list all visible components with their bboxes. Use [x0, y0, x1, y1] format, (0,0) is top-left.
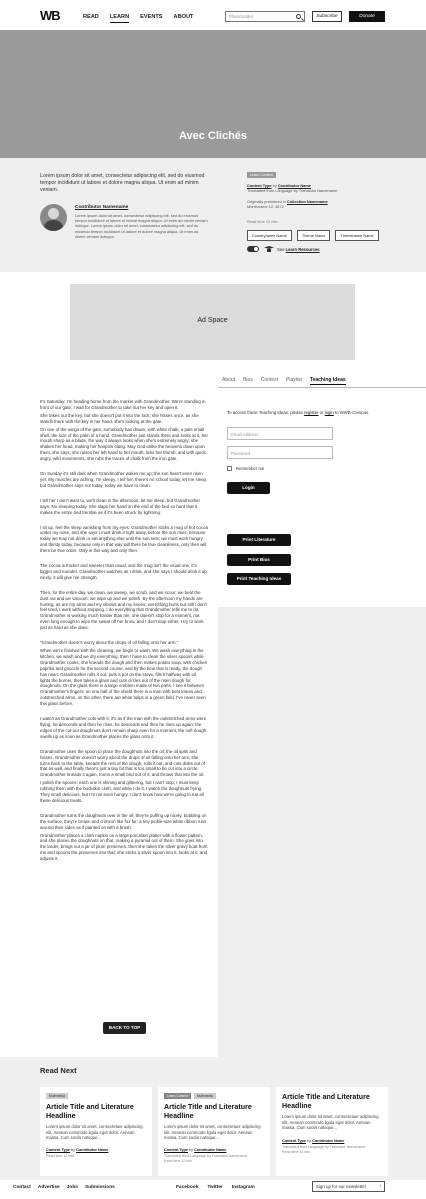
article-paragraph: She takes out the key, but she doesn't put it into the lock; she hisses once, as she stands there with the key in her hand, she's looking at the gate. [40, 412, 199, 424]
nav-about[interactable]: ABOUT [173, 14, 194, 20]
access-post: to WWB-Campus. [334, 410, 370, 415]
pill-themename[interactable]: Themename Name [335, 230, 378, 241]
read-time: Read time 12 min. [247, 219, 279, 224]
translated-from-text: Translated from [247, 188, 275, 194]
page-title: Avec Clichés [178, 130, 248, 142]
card-read-time: Read time 12 min. [46, 1154, 76, 1158]
access-pre: To access these Teaching Ideas, please [227, 410, 303, 415]
footer-instagram-link[interactable]: Instagram [231, 1185, 255, 1190]
read-next-card[interactable] [158, 1087, 270, 1176]
footer-twitter-link[interactable]: Twitter [207, 1185, 223, 1190]
or-text: or [319, 410, 324, 415]
topic-pills [247, 230, 379, 241]
footer-advertise-link[interactable]: Advertise [37, 1185, 60, 1190]
card-read-time: Read time 12 min. [164, 1159, 194, 1163]
tab-teaching-ideas[interactable]: Teaching Ideas [309, 377, 346, 383]
card-title[interactable]: Article Title and Literature Headline [282, 1093, 370, 1110]
learn-resources-label [277, 247, 320, 252]
read-next-card[interactable] [276, 1087, 388, 1176]
contributor-link[interactable]: Contributor Name [277, 183, 311, 188]
article-paragraph: Grandmother turns the doughnuts over in the oil; they're puffing up nicely, bubbling on the surface, they're brown and crimson like fox fur; a tiny pinkie-size white ribbon runs around their sides as if painted on with a brush. [40, 812, 207, 830]
card-by: by [71, 1148, 76, 1152]
card-tag: Learn Content [164, 1093, 191, 1099]
card-by: by [189, 1148, 194, 1152]
article-paragraph: The cocoa is thicker and sweeter than usual, and the mug isn't the usual one, it's bigger and rounder. Grandmother watches as I drink, and she says I should drink it up nicely, it will give me strength. [40, 563, 207, 580]
card-contributor[interactable]: Contributor Name [194, 1148, 227, 1152]
login-button[interactable]: Login [227, 482, 270, 494]
footer-contact-link[interactable]: Contact [13, 1185, 31, 1190]
footer-social-links [176, 1185, 255, 1190]
subscribe-button[interactable]: Subscribe [312, 11, 342, 22]
login-link[interactable]: login [324, 410, 334, 415]
card-excerpt: Lorem ipsum dolor sit amet, consectetuer adipiscing elit. Aenean commodo ligula eget dolor. Aenean massa. Cum sociis natoque... [164, 1124, 261, 1141]
arrow-right-icon[interactable]: › [379, 1183, 381, 1189]
article-paragraph: Grandmother uses the spoon to place the doughnuts into the oil; the oil spits and hisses. Grandmother doesn't worry about the drops of oil falling onto her arm; she turns back to the table, kneads the rest of the dough, rolls it out, and cuts disks out of that as well, and finally there's just a tiny bit that is too small to be cut into a circle. Grandmother kneads it again, forms a small bird out of it, and throws that into the oil. [40, 748, 205, 778]
card-excerpt: Lorem ipsum dolor sit amet, consectetuer adipiscing elit. Aenean commodo ligula eget dolor. Aenean massa. Cum sociis natoque... [46, 1124, 143, 1141]
card-title[interactable]: Article Title and Literature Headline [46, 1103, 134, 1120]
search-placeholder: Placeholder [229, 14, 254, 19]
collection-link[interactable]: Collection Namename [287, 199, 328, 204]
contributor-name-link[interactable]: Contributor Namename [75, 205, 129, 210]
tab-context[interactable]: Context [260, 377, 279, 383]
contributor-avatar [40, 204, 67, 231]
intro-lede: Lorem ipsum dolor sit amet, consectetur adipiscing elit, sed do eiusmod tempor incididunt ut labore et dolore magna aliqua. Ut enim ad minim veniam. [40, 173, 205, 193]
originally-text: Originally premiered in [247, 199, 286, 204]
premiere-date: Monthname 12, 1672 [247, 204, 284, 210]
newsletter-placeholder: Sign up for our newsletter [316, 1184, 367, 1189]
pill-theme[interactable]: Theme Name [297, 230, 331, 241]
main-nav [83, 14, 193, 23]
footer-facebook-link[interactable]: Facebook [176, 1185, 199, 1190]
card-contributor[interactable]: Contributor Name [76, 1148, 109, 1152]
card-tags [46, 1093, 68, 1099]
article-paragraph: I tell her I don't want to, we'll clean in the afternoon, let me sleep, but Grandmother says, No sleeping today. She slaps her hand on the end of the bed so hard that it makes the entire bed tremble as if it's been struck by lightning. [40, 497, 201, 515]
article-paragraph: I watch as Grandmother cuts with it; it's as if the man with the outstretched arms were flying, he descends and then he rises, he descends and then he rises up again; the edges of the cut-out doughnuts don't remain sharp even for a moment, the soft dough swells up as soon as Grandmother places the glass onto it. [40, 716, 207, 739]
article-body [40, 399, 208, 864]
nav-learn[interactable]: LEARN [110, 14, 129, 23]
see-text: See [277, 247, 285, 252]
footer-submissions-link[interactable]: Submissions [84, 1185, 115, 1190]
pill-country[interactable]: Countryname Name [247, 230, 292, 241]
contributor-bio: Lorem ipsum dolor sit amet, consectetur adipiscing elit, sed do eiusmod tempor incididunt ut labore et dolore magna aliqua. Ut enim ad minim veniam dolingor. Lorem ipsum dolor sit amet, consectetur adipiscing elit, sed do eiusmod tempor incididunt ut labore et dolore magna aliqua. Ut enim ad minim veniam dolingor. [75, 213, 208, 239]
card-meta [164, 1148, 226, 1153]
article-paragraph: Then, for the entire day, we clean, we sweep, we scrub, and we scour; we beat the dust out and we vacuum; we wipe up and we polish. By the afternoon my hands are hurting, as are my arms and my elbows and my knees; everything hurts but still I don't feel tired, I work without stopping. I do everything that Grandmother tells me to do. Grandmother is working much harder than me, she doesn't stop for a moment, not even long enough to wipe the sweat off her brow, and I don't stop either, I try to work just as hard as she does. [40, 589, 207, 631]
card-meta [46, 1148, 108, 1153]
card-content-type[interactable]: Content Type [282, 1139, 306, 1143]
premiere-meta [247, 199, 397, 210]
search-icon[interactable] [296, 14, 301, 19]
translator-text: Translator Namename [298, 188, 338, 194]
read-next-card[interactable] [40, 1087, 152, 1176]
card-translated: Translated from Language by Translator Namename [282, 1145, 366, 1149]
pull-quote: “Grandmother doesn't worry about the drops of oil falling onto her arm.” [40, 640, 179, 646]
tab-playlist[interactable]: Playlist [286, 377, 302, 383]
card-tag: Multimedia [46, 1093, 68, 1099]
newsletter-signup-input[interactable] [312, 1181, 385, 1192]
remember-checkbox[interactable] [227, 466, 232, 471]
card-content-type[interactable]: Content Type [164, 1148, 188, 1152]
footer-links-left [13, 1185, 115, 1190]
article-paragraph: When we're finished with the cleaning, we begin to wash. We wash everything in the kitchen, we wash and we dry everything, then I have to clean the silver spoons while Grandmother cooks; she kneads the dough and then makes potato soup, with chicken paprika and gnocchi for the second course, and by the time that is ready, the dough has risen. Grandmother rolls it out, puts a pot on the stove, fills it halfway with oil, lights the burner, then takes a glass and cuts circles out of the risen dough for doughnuts. On the glass there is a large emblem made of two parts, I see it between Grandmother's fingers; on one half of the shield there is a man with bent knees and outstretched arms, on the other, there are white tulips in a green field. I've never seen this glass before. [40, 648, 208, 707]
by-text: by [272, 183, 277, 188]
nav-events[interactable]: EVENTS [140, 14, 163, 20]
print-teaching-ideas-button[interactable]: Print Teaching Ideas [227, 573, 291, 585]
article-paragraph: I sit up, feel the sleep vanishing from my eyes. Grandmother sticks a mug of hot cocoa under my nose, and she says I must drink it right away, before the sun rises, because today we may not drink or eat anything else until the sun sets; we must work hungry and thirsty today, because only in that way will there be true cleanliness, only then will there be true order. Only in this way and only then. [40, 524, 208, 554]
graduation-cap-icon [264, 246, 274, 252]
footer-jobs-link[interactable]: Jobs [66, 1185, 78, 1190]
read-next-title: Read Next [40, 1066, 77, 1075]
article-paragraph: I polish the spoons; each one is shining and glittering, but I can't stop, I must keep rubbing them with the buckskin cloth, and while I do it, I watch the doughnuts frying. They smell delicious, but I'm not even hungry. I don't know how we're going to eat all these delicious treats. [40, 780, 204, 803]
site-logo[interactable]: WB [40, 8, 60, 23]
article-paragraph: On one of the wings of the gate, somebody has drawn, with white chalk, a pale small shell, the size of the palm of a hand. Grandmother just stands there and looks at it, her mouth sharp as a blade, the way it always looks when she's extremely angry; she shakes her head, making her hairpins clang. May God strike the heavens down upon them, she says; she raises her left hand to her mouth, licks her thumb, and with quick, angry, wild movements, she rubs the traces of chalk from the iron gate. [40, 426, 208, 462]
tab-bios[interactable]: Bios [243, 377, 253, 383]
nav-read[interactable]: READ [83, 14, 99, 20]
ad-space [70, 284, 355, 360]
sidebar-tabs [222, 377, 346, 385]
print-bios-button[interactable]: Print Bios [227, 554, 291, 566]
remember-label: Remember me [236, 466, 265, 471]
email-field[interactable]: Email Address [227, 427, 333, 440]
learn-resources-toggle[interactable] [247, 246, 259, 252]
ad-label: Ad Space [197, 317, 228, 324]
card-content-type[interactable]: Content Type [46, 1148, 70, 1152]
card-translated: Translated from Language by Translator Namename [164, 1154, 248, 1158]
article-paragraph: It's Saturday; I'm heading home from the market with Grandmother. We're standing in front of our gate. I wait for Grandmother to take out her key and open it. [40, 399, 206, 410]
card-excerpt: Lorem ipsum dolor sit amet, consectetuer adipiscing elit. Aenean commodo ligula eget dolor. Aenean massa. Cum sociis natoque... [282, 1114, 379, 1131]
article-paragraph: Grandmother places a cloth napkin on a large porcelain platter with a flower pattern, and she places the doughnuts on that, making a pyramid out of them. She goes into the larder, brings out a jar of plum preserves, then she takes the silver gravy boat from me and spoons the preserves into that; she sticks a silver spoon into it, looks at it, and adjusts it. [40, 832, 208, 862]
card-tag: Multimedia [194, 1093, 216, 1099]
tab-about[interactable]: About [222, 377, 236, 383]
article-paragraph: On Sunday it's still dark when Grandmother wakes me up; the sun hasn't even risen yet. My muscles are aching, I'm sleepy, I tell her, there's no school today, let me sleep, but Grandmother says not today, today we have to clean. [40, 471, 208, 488]
register-link[interactable]: register [304, 410, 319, 415]
card-meta [282, 1139, 344, 1144]
back-to-top-button[interactable]: BACK TO TOP [103, 1022, 146, 1034]
content-type-link[interactable]: Content Type [247, 183, 272, 188]
by-text-2: by [293, 188, 298, 194]
content-meta [247, 183, 397, 194]
card-tags [164, 1093, 216, 1099]
card-by: by [307, 1139, 312, 1143]
content-tag: Learn Content [247, 172, 276, 178]
language-text: Language [275, 188, 293, 194]
card-title[interactable]: Article Title and Literature Headline [164, 1103, 252, 1120]
donate-button[interactable]: Donate [349, 11, 385, 22]
print-literature-button[interactable]: Print Literature [227, 534, 291, 546]
password-field[interactable]: Password [227, 446, 333, 459]
search-input[interactable] [225, 11, 305, 22]
access-message [227, 410, 369, 415]
learn-resources-link[interactable]: Learn Resources [285, 247, 320, 252]
card-read-time: Read time 12 min. [282, 1150, 312, 1154]
card-contributor[interactable]: Contributor Name [312, 1139, 345, 1143]
